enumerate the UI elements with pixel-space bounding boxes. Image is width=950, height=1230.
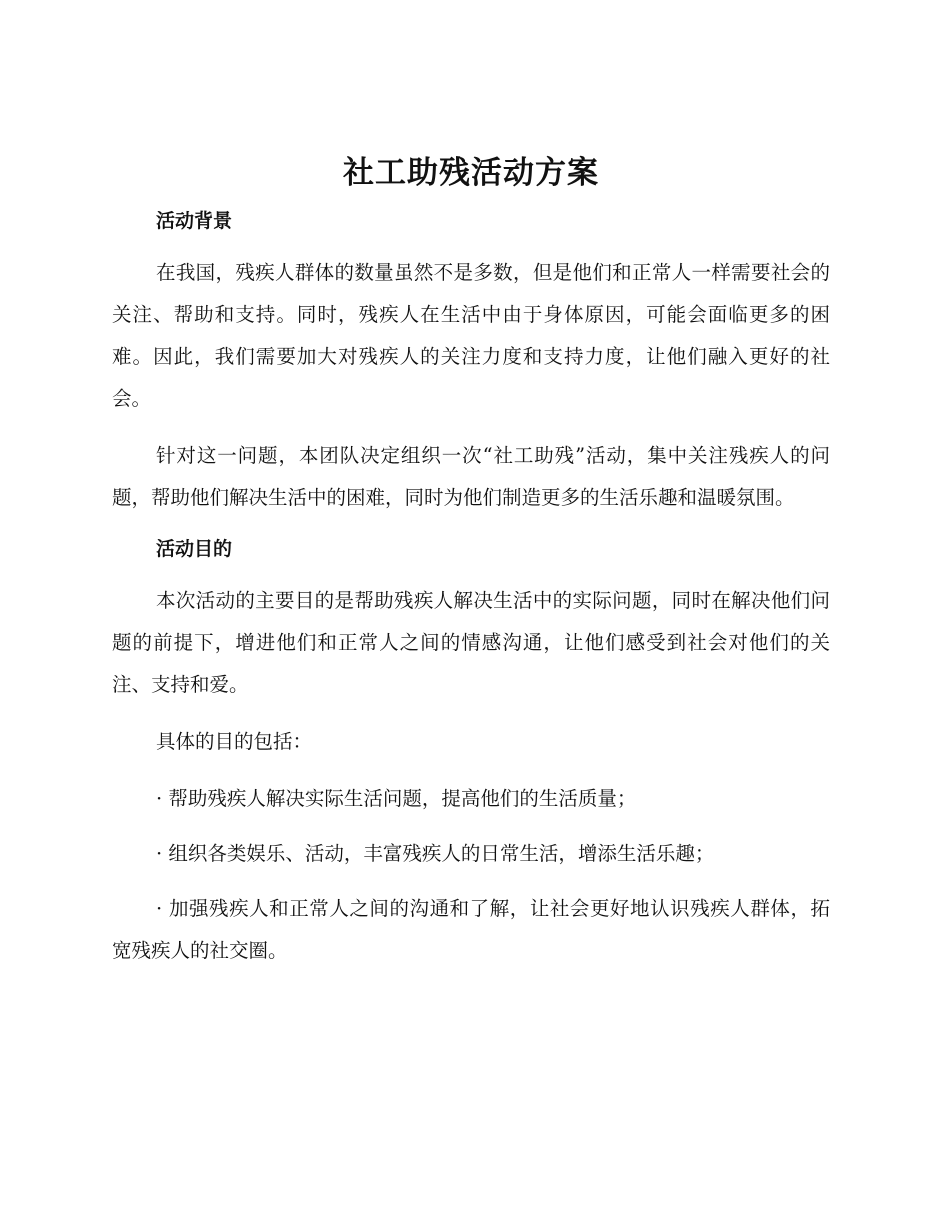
paragraph: 针对这一问题，本团队决定组织一次“社工助残”活动，集中关注残疾人的问题，帮助他们解决生活中的困难，同时为他们制造更多的生活乐趣和温暖氛围。 — [112, 444, 830, 509]
bullet-item: · 帮助残疾人解决实际生活问题，提高他们的生活质量； — [156, 787, 637, 810]
section-heading-background: 活动背景 — [156, 210, 233, 232]
document-body — [112, 150, 830, 985]
paragraph: 在我国，残疾人群体的数量虽然不是多数，但是他们和正常人一样需要社会的关注、帮助和支持。同时，残疾人在生活中由于身体原因，可能会面临更多的困难。因此，我们需要加大对残疾人的关注力度和支持力度，让他们融入更好的社会。 — [112, 261, 830, 410]
paragraph: 本次活动的主要目的是帮助残疾人解决生活中的实际问题，同时在解决他们问题的前提下，增进他们和正常人之间的情感沟通，让他们感受到社会对他们的关注、支持和爱。 — [112, 589, 830, 696]
section-background — [112, 206, 830, 519]
section-heading-purpose: 活动目的 — [156, 538, 233, 560]
bullet-item: · 加强残疾人和正常人之间的沟通和了解，让社会更好地认识残疾人群体，拓宽残疾人的社交圈。 — [112, 897, 830, 962]
section-purpose — [112, 534, 830, 972]
bullet-item: · 组织各类娱乐、活动，丰富残疾人的日常生活，增添生活乐趣； — [156, 842, 715, 865]
paragraph: 具体的目的包括： — [156, 730, 313, 753]
document-title: 社工助残活动方案 — [343, 155, 599, 191]
